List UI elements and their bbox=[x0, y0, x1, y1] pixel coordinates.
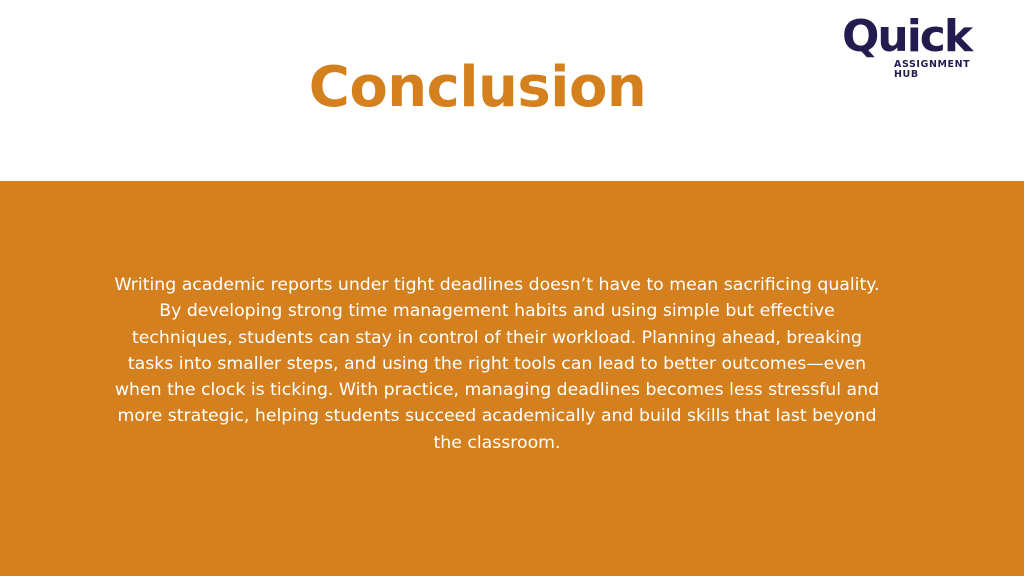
brand-logo bbox=[838, 12, 984, 82]
slide-header bbox=[0, 0, 1024, 181]
content-panel bbox=[0, 181, 1024, 576]
logo-subtitle-line2: HUB bbox=[894, 69, 919, 80]
logo-wordmark: Quick bbox=[842, 11, 972, 62]
conclusion-paragraph: Writing academic reports under tight deadlines doesn’t have to mean sacrificing quality. By developing strong time management habits and using simple but effective techniques, students can stay in control of their workload. Planning ahead, breaking tasks into smaller steps, and using the right tools can lead to better outcomes—even when the clock is ticking. With practice, managing deadlines becomes less stressful and more strategic, helping students succeed academically and build skills that last beyond the classroom. bbox=[114, 275, 880, 453]
logo-subtitle-line1: ASSIGNMENT bbox=[894, 59, 971, 70]
slide-title: Conclusion bbox=[308, 55, 647, 120]
